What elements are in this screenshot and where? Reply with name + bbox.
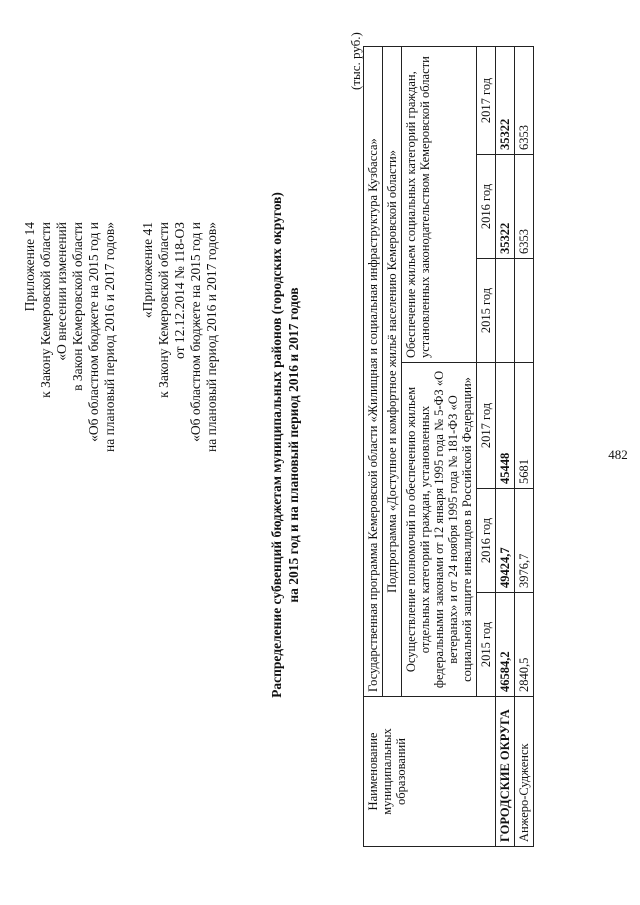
- group-header: Осуществление полномочий по обеспечению жильем отдельных категорий граждан, установленных федеральными законами от 12 января 1995 года № 5-ФЗ «О ветеранах» и от 24 ноября 1995 года № 181-ФЗ «О социальной защите инвалидов в Российской Федерации»: [402, 363, 477, 697]
- row-name: ГОРОДСКИЕ ОКРУГА: [496, 697, 515, 847]
- table-row: [515, 46, 534, 846]
- appendix-41-line: к Закону Кемеровской области: [156, 222, 171, 398]
- group-header: Обеспечение жильем социальных категорий граждан, установленных законодательством Кемеровской области: [402, 46, 477, 362]
- table-cell: 6353: [515, 46, 534, 154]
- table-cell: 45448: [496, 363, 515, 489]
- appendix-41-line: на плановый период 2016 и 2017 годов»: [204, 222, 219, 453]
- table-cell: 6353: [515, 155, 534, 259]
- appendix-14-line: Приложение 14: [22, 222, 37, 312]
- table-cell: 5681: [515, 363, 534, 489]
- appendix-14-line: «Об областном бюджете на 2015 год и: [86, 222, 101, 442]
- year-header: 2015 год: [477, 259, 496, 363]
- year-header: 2015 год: [477, 593, 496, 697]
- appendix-41-line: «Приложение 41: [140, 222, 155, 319]
- table-row: [496, 46, 515, 846]
- year-header: 2017 год: [477, 363, 496, 489]
- year-header: 2017 год: [477, 46, 496, 154]
- program-header: Государственная программа Кемеровской области «Жилищная и социальная инфраструктура Кузбасса»: [364, 46, 383, 696]
- table-cell: 35322: [496, 46, 515, 154]
- appendix-14-line: к Закону Кемеровской области: [38, 222, 53, 398]
- table-cell: [496, 259, 515, 363]
- appendix-41-block: [140, 222, 220, 452]
- title-line-2: на 2015 год и на плановый период 2016 и 2017 годов: [286, 287, 301, 603]
- year-header: 2016 год: [477, 155, 496, 259]
- document-title: [268, 165, 302, 725]
- table-header-row: [364, 46, 383, 846]
- unit-label: (тыс. руб.): [348, 32, 363, 90]
- appendix-41-line: «Об областном бюджете на 2015 год и: [188, 222, 203, 442]
- table-cell: 46584,2: [496, 593, 515, 697]
- appendix-14-line: на плановый период 2016 и 2017 годов»: [102, 222, 117, 453]
- table-cell: 35322: [496, 155, 515, 259]
- subprogram-header: Подпрограмма «Доступное и комфортное жильё населению Кемеровской области»: [383, 46, 402, 696]
- appendix-14-block: [22, 222, 118, 452]
- name-column-header: Наименование муниципальных образований: [364, 697, 496, 847]
- table-cell: 2840,5: [515, 593, 534, 697]
- table-cell: [515, 259, 534, 363]
- table-cell: 49424,7: [496, 489, 515, 593]
- table-cell: 3976,7: [515, 489, 534, 593]
- page-number: 482: [608, 447, 628, 462]
- subventions-table: [363, 46, 534, 847]
- appendix-14-line: в Закон Кемеровской области: [70, 222, 85, 391]
- title-line-1: Распределение субвенций бюджетам муниципальных районов (городских округов): [269, 192, 284, 698]
- year-header: 2016 год: [477, 489, 496, 593]
- appendix-14-line: «О внесении изменений: [54, 222, 69, 361]
- appendix-41-line: от 12.12.2014 № 118-ОЗ: [172, 222, 187, 359]
- row-name: Анжеро-Судженск: [515, 697, 534, 847]
